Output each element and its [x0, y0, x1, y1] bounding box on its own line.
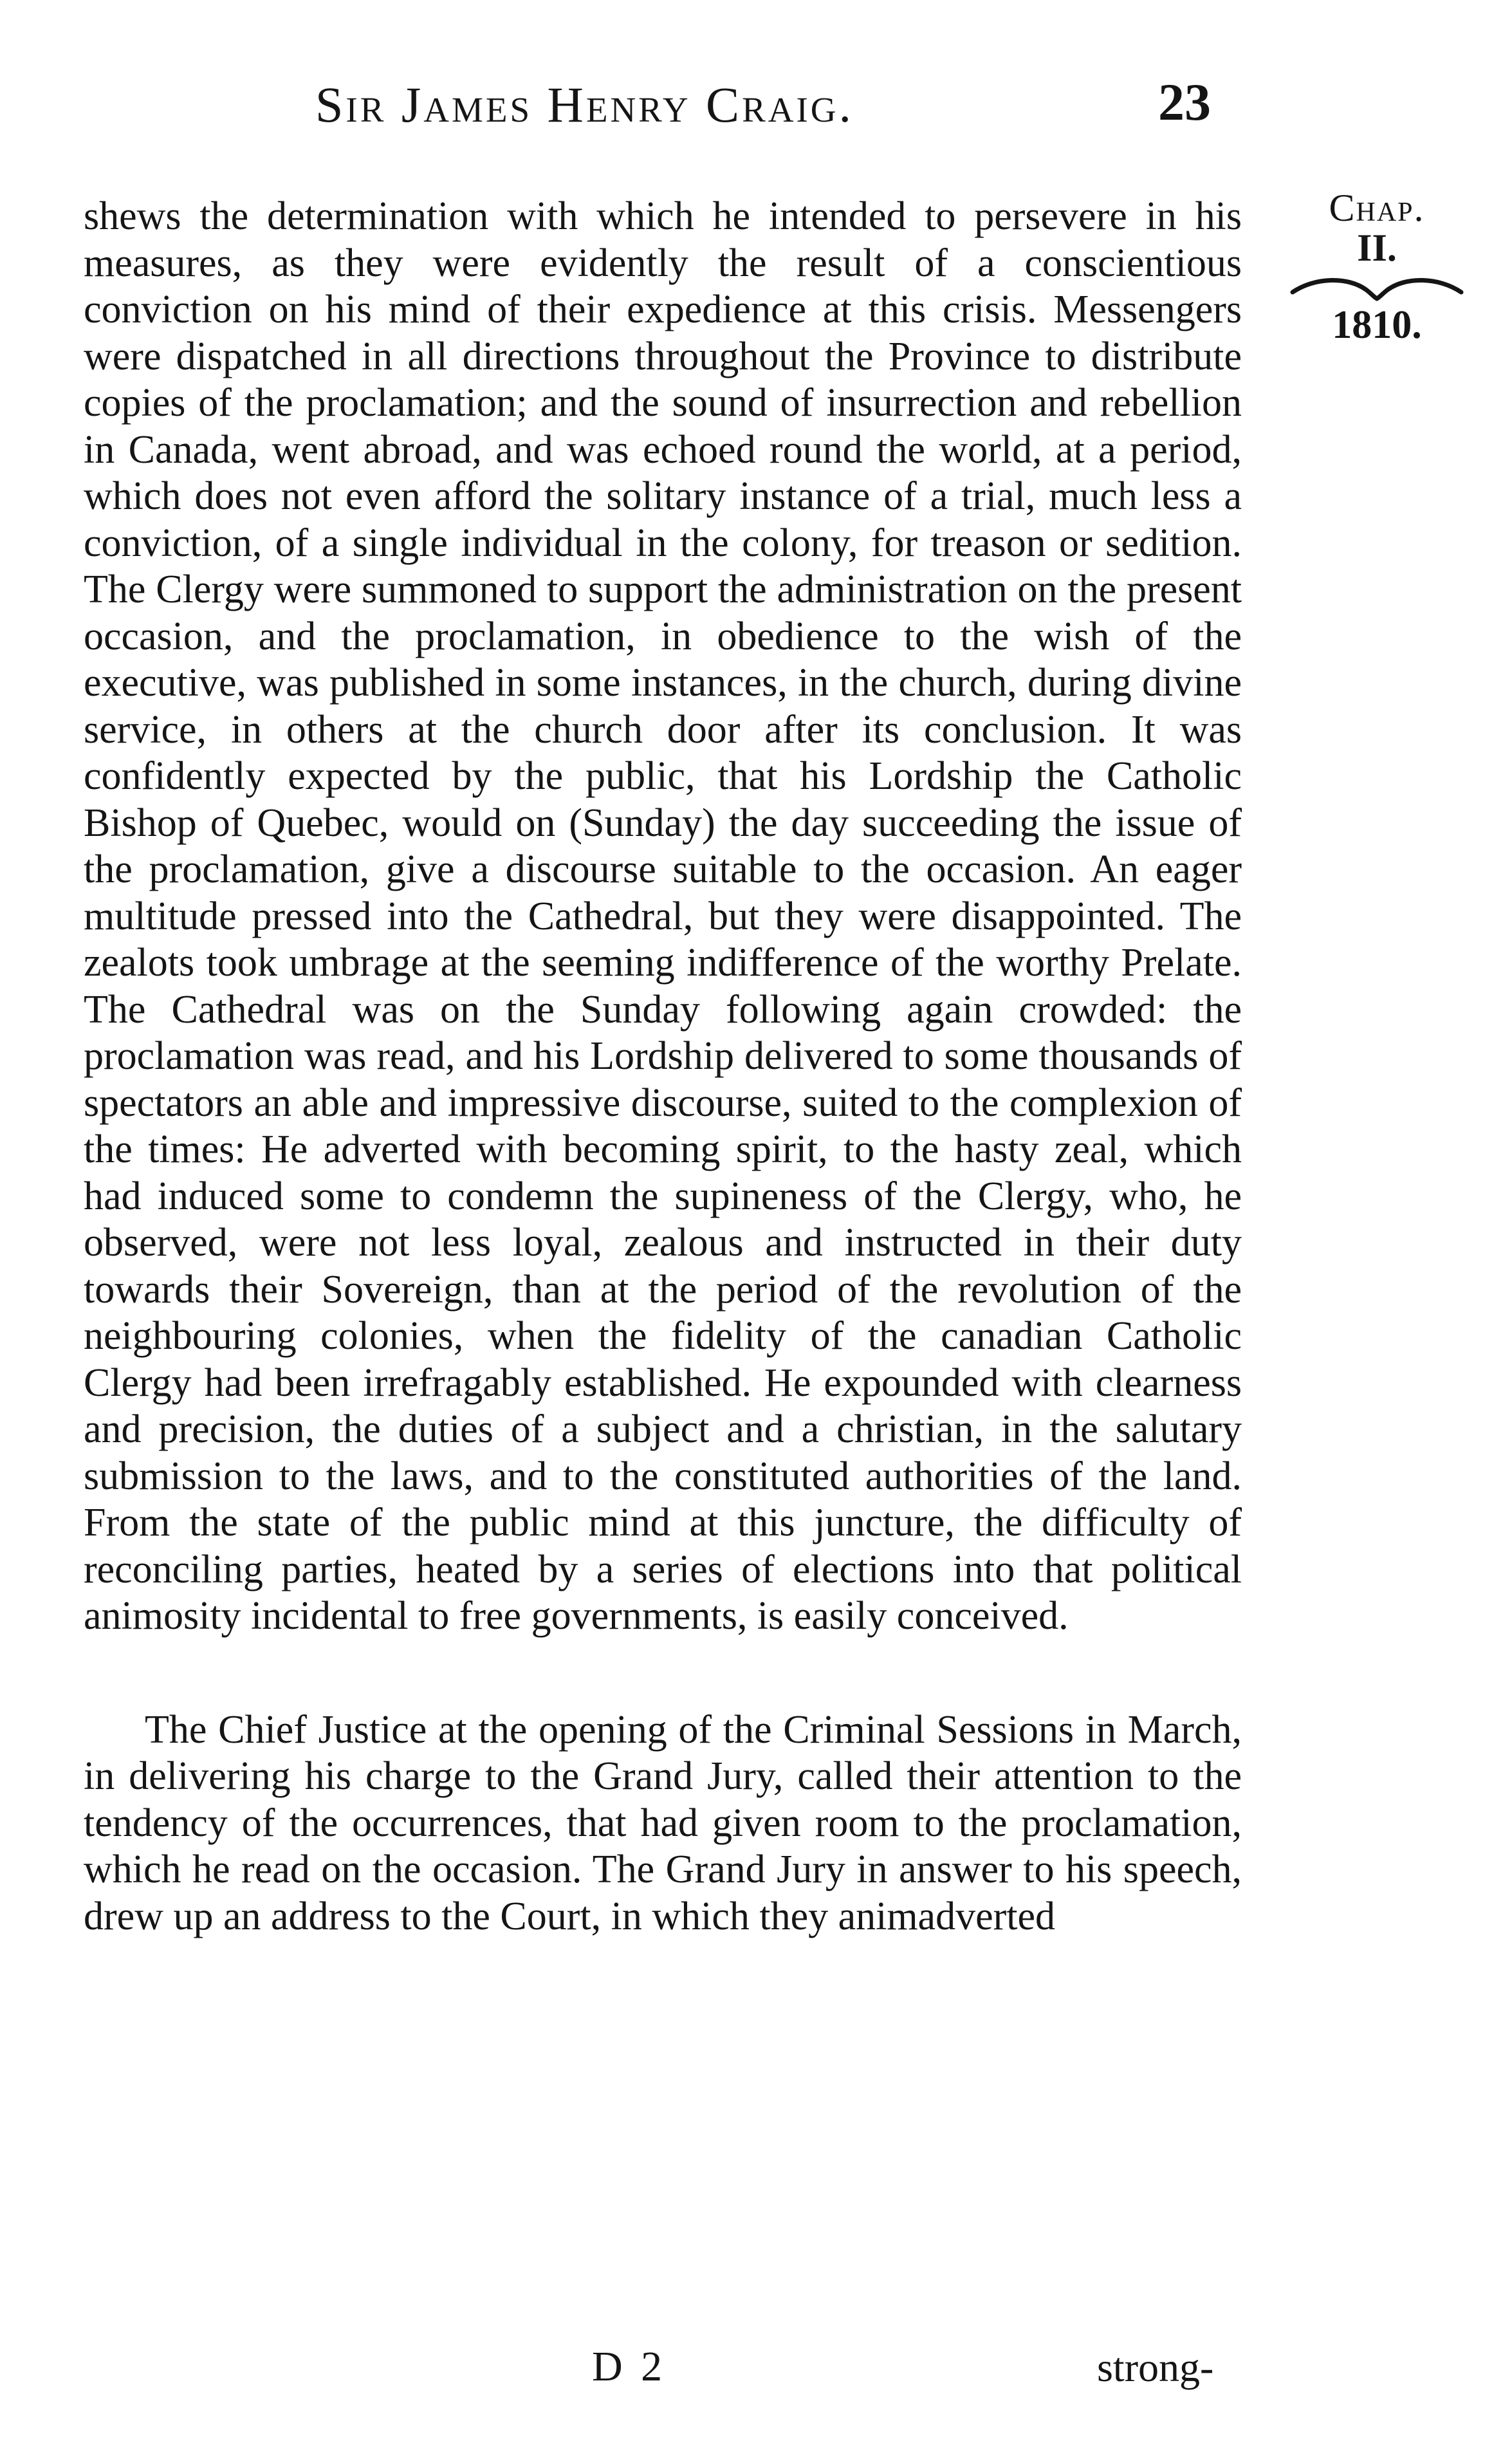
- margin-note: [1284, 188, 1470, 345]
- signature-mark: D 2: [592, 2343, 667, 2390]
- paragraph: The Chief Justice at the opening of the Criminal Sessions in March, in delivering his charge to the Grand Jury, called their attention to the tendency of the occurrences, that had given room to the proclamation, which he read on the occasion. The Grand Jury in answer to his speech, drew up an address to the Court, in which they animadverted: [84, 1707, 1242, 1938]
- brace-ornament-icon: [1290, 273, 1464, 301]
- chapter-number: II.: [1357, 227, 1397, 269]
- body-text: [84, 193, 1242, 1940]
- page-number: 23: [1158, 73, 1211, 131]
- running-title: Sir James Henry Craig.: [315, 77, 854, 133]
- paragraph: shews the determination with which he intended to persevere in his measures, as they were evidently the result of a conscientious conviction on his mind of their expedience at this crisis. Messengers were dispatched in all directions throughout the Province to distribute copies of the proclamation; and the sound of insurrection and rebellion in Canada, went abroad, and was echoed round the world, at a period, which does not even afford the solitary instance of a trial, much less a conviction, of a single individual in the colony, for treason or sedition. The Clergy were summoned to support the administration on the present occasion, and the proclamation, in obedience to the wish of the executive, was published in some instances, in the church, during divine service, in others at the church door after its conclusion. It was confidently expected by the public, that his Lordship the Catholic Bishop of Quebec, would on (Sunday) the day succeeding the issue of the proclamation, give a discourse suitable to the occasion. An eager multitude pressed into the Cathedral, but they were disappointed. The zealots took umbrage at the seeming indifference of the worthy Prelate. The Cathedral was on the Sunday following again crowded: the proclamation was read, and his Lordship delivered to some thousands of spectators an able and impressive discourse, suited to the complexion of the times: He adverted with becoming spirit, to the hasty zeal, which had induced some to condemn the supineness of the Clergy, who, he observed, were not less loyal, zealous and instructed in their duty towards their Sovereign, than at the period of the revolution of the neighbouring colonies, when the fidelity of the canadian Catholic Clergy had been irrefragably established. He expounded with clearness and precision, the duties of a subject and a christian, in the salutary submission to the laws, and to the constituted authorities of the land. From the state of the public mind at this juncture, the difficulty of reconciling parties, heated by a series of elections into that political animosity incidental to free governments, is easily conceived.: [84, 194, 1242, 1638]
- margin-year: 1810.: [1332, 303, 1422, 347]
- catchword: strong-: [1097, 2344, 1214, 2390]
- chapter-label: Chap.: [1329, 187, 1425, 229]
